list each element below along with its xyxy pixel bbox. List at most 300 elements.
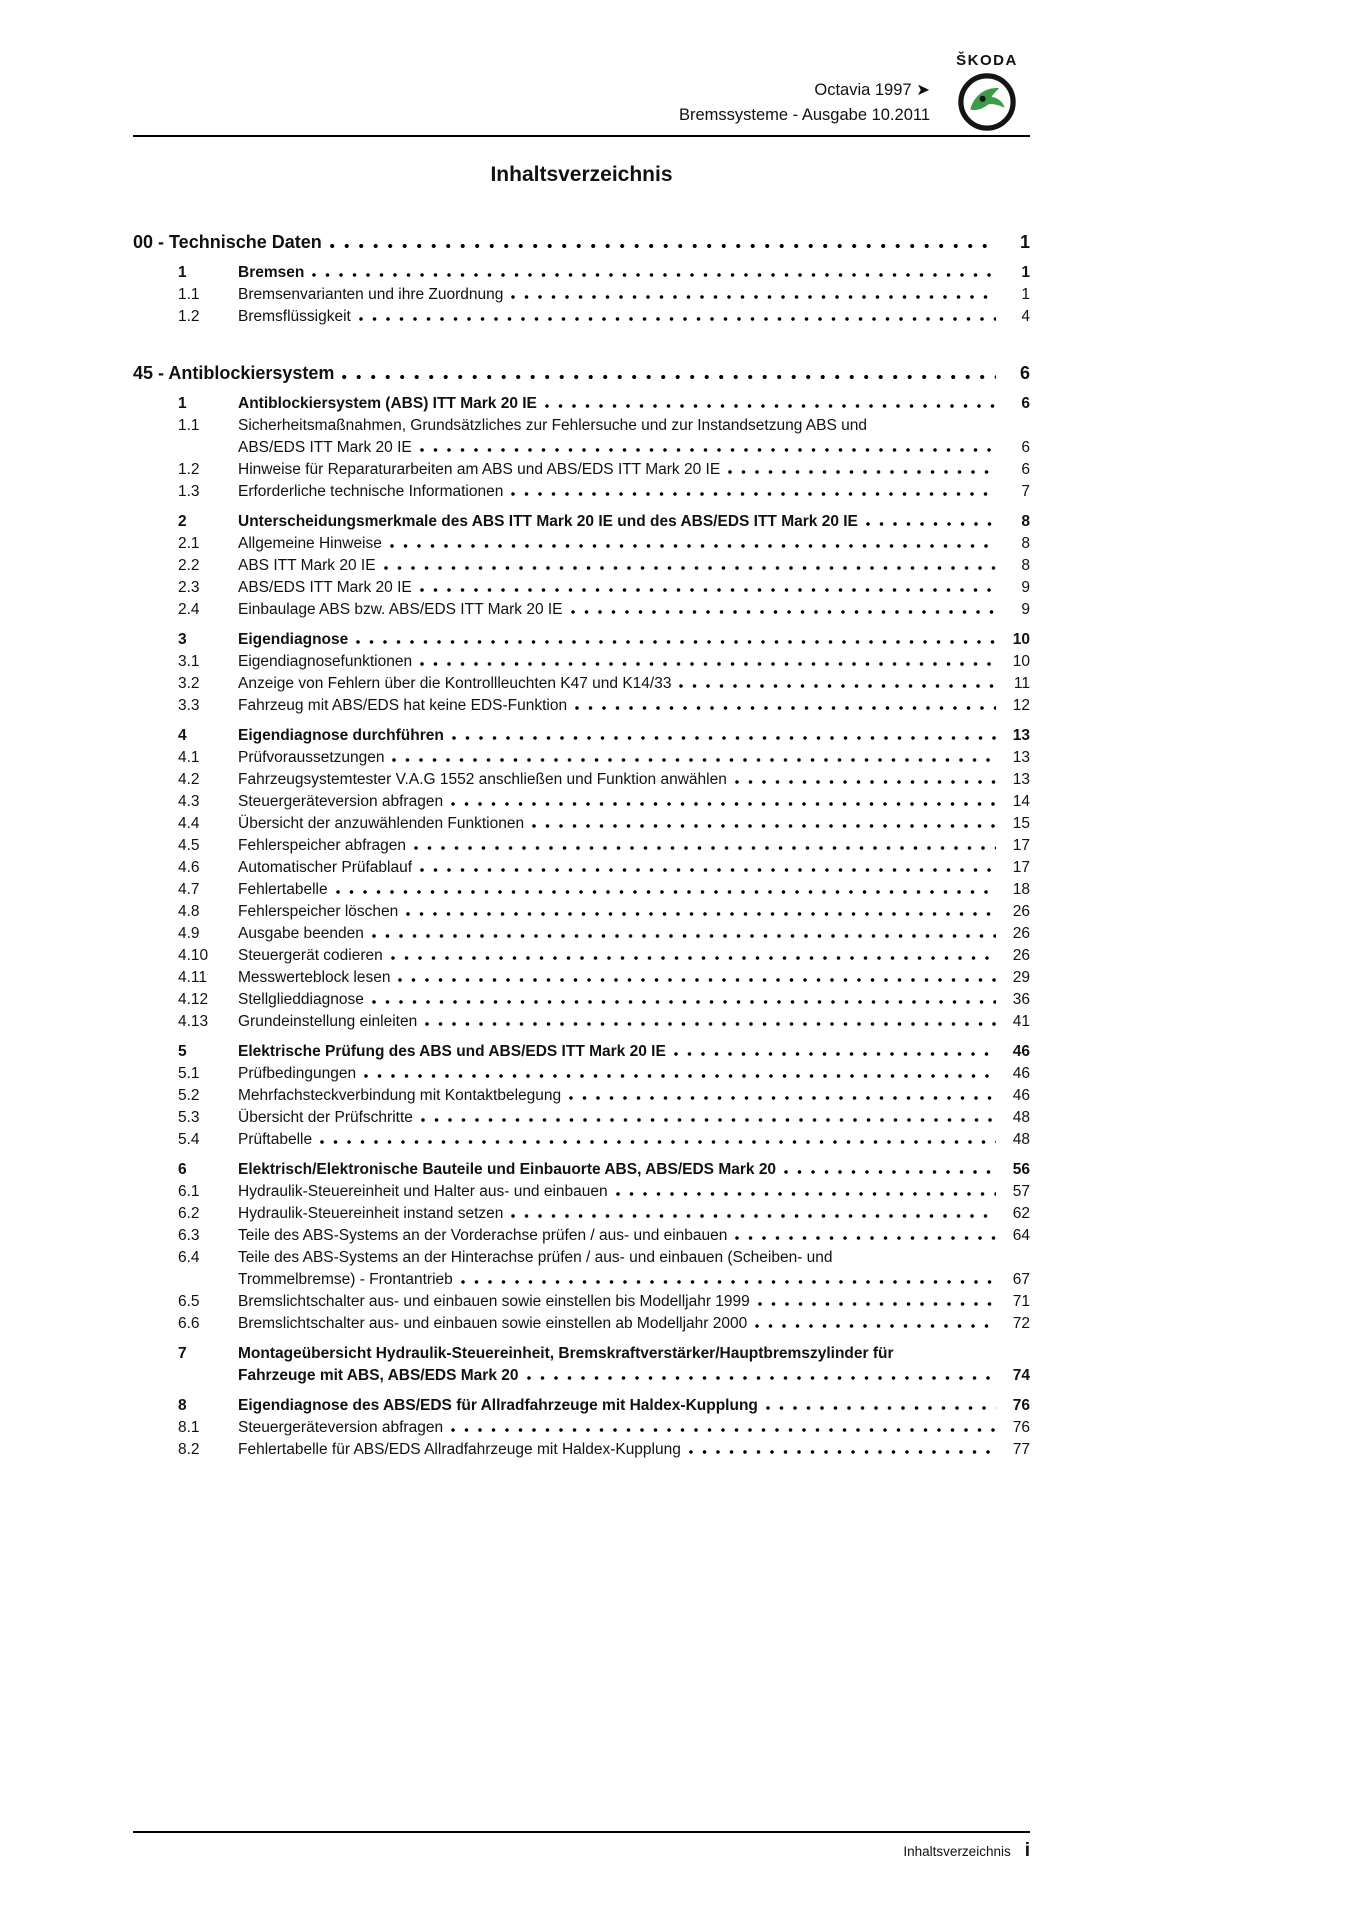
toc-entry-title: Fahrzeug mit ABS/EDS hat keine EDS-Funktion <box>238 697 568 714</box>
toc-entry-body <box>238 769 1030 791</box>
toc-entry-page-number: 26 <box>1012 947 1030 964</box>
toc-entry-page-number: 29 <box>1012 969 1030 986</box>
toc-entry-title: Prüfvoraussetzungen <box>238 749 385 766</box>
dot-leader <box>406 912 996 916</box>
toc-entry[interactable] <box>133 989 1030 1011</box>
toc-entry-title: Allgemeine Hinweise <box>238 535 382 552</box>
toc-entry-title: Fehlertabelle <box>238 881 328 898</box>
dot-leader <box>420 588 996 592</box>
toc-entry-body <box>238 989 1030 1011</box>
toc-entry-body <box>238 577 1030 599</box>
toc-entry-number: 8 <box>178 1397 187 1414</box>
toc-entry[interactable] <box>133 459 1030 481</box>
toc-entry-number: 3 <box>178 631 187 648</box>
toc-entry-title: Steuergeräteversion abfragen <box>238 793 444 810</box>
toc-entry-number: 4.3 <box>178 793 200 810</box>
toc-entry-body <box>238 1181 1030 1203</box>
toc-entry-title: Anzeige von Fehlern über die Kontrollleuchten K47 und K14/33 <box>238 675 672 692</box>
toc-entry-page-number: 11 <box>1013 675 1030 692</box>
dot-leader <box>336 890 996 894</box>
toc-entry-number: 3.2 <box>178 675 200 692</box>
toc-entry[interactable] <box>133 725 1030 747</box>
dot-leader <box>569 1096 996 1100</box>
toc-entry-number: 2 <box>178 513 187 530</box>
toc-entry-body <box>238 306 1030 328</box>
toc-entry-body <box>238 284 1030 306</box>
toc-entry-number: 4.10 <box>178 947 209 964</box>
toc-entry-title: Fehlerspeicher abfragen <box>238 837 407 854</box>
dot-leader <box>320 1140 996 1144</box>
toc-entry[interactable] <box>133 533 1030 555</box>
toc-entry-number: 5 <box>178 1043 187 1060</box>
toc-entry-page-number: 76 <box>1012 1397 1030 1414</box>
toc-entry-title: Unterscheidungsmerkmale des ABS ITT Mark 20 IE und des ABS/EDS ITT Mark 20 IE <box>238 513 858 530</box>
toc-entry[interactable] <box>133 857 1030 879</box>
toc-entry[interactable] <box>133 555 1030 577</box>
toc-entry-title: Trommelbremse) - Frontantrieb <box>238 1271 453 1288</box>
toc-entry-page-number: 18 <box>1012 881 1030 898</box>
toc-entry-page-number: 12 <box>1012 697 1030 714</box>
toc-entry[interactable] <box>133 835 1030 857</box>
toc-entry-body <box>238 901 1030 923</box>
dot-leader <box>392 758 996 762</box>
toc-entry-title: Stellglieddiagnose <box>238 991 364 1008</box>
toc-entry-page-number: 62 <box>1012 1205 1030 1222</box>
toc-section-title: 45 - Antiblockiersystem <box>133 363 335 383</box>
toc-entry[interactable] <box>133 1063 1030 1085</box>
toc-entry-number: 1.2 <box>178 308 200 325</box>
page-title: Inhaltsverzeichnis <box>490 163 673 186</box>
dot-leader <box>766 1406 996 1410</box>
toc-entry-body <box>238 1085 1030 1107</box>
dot-leader <box>414 846 996 850</box>
toc-entry-page-number: 71 <box>1012 1293 1030 1310</box>
toc-entry-body <box>238 1439 1030 1461</box>
dot-leader <box>451 802 996 806</box>
dot-leader <box>571 610 996 614</box>
toc-entry-page-number: 46 <box>1012 1043 1030 1060</box>
toc-entry-page-number: 41 <box>1012 1013 1030 1030</box>
toc-entry-body <box>238 1313 1030 1335</box>
toc-entry[interactable] <box>133 967 1030 989</box>
toc-entry-body <box>238 1011 1030 1033</box>
toc-entry[interactable] <box>133 695 1030 717</box>
toc-entry-title: Bremslichtschalter aus- und einbauen sowie einstellen ab Modelljahr 2000 <box>238 1315 748 1332</box>
toc-entry-title: Hydraulik-Steuereinheit instand setzen <box>238 1205 504 1222</box>
toc-entry-body <box>238 857 1030 879</box>
toc-entry-body <box>238 923 1030 945</box>
toc-entry-title: Eigendiagnosefunktionen <box>238 653 413 670</box>
toc-entry-body <box>238 695 1030 717</box>
toc-entry-text-line: Teile des ABS-Systems an der Hinterachse prüfen / aus- und einbauen (Scheiben- und <box>238 1249 833 1266</box>
toc-entry-number: 2.2 <box>178 557 200 574</box>
toc-entry-title: Übersicht der Prüfschritte <box>238 1109 413 1126</box>
toc-entry[interactable] <box>133 769 1030 791</box>
toc-entry-number: 4 <box>178 727 187 744</box>
toc-entry-page-number: 8 <box>1021 513 1030 530</box>
toc-entry-number: 6.3 <box>178 1227 200 1244</box>
toc-entry-number: 4.5 <box>178 837 200 854</box>
toc-entry-body <box>238 599 1030 621</box>
toc-entry-body <box>238 879 1030 901</box>
toc-entry-page-number: 48 <box>1012 1131 1030 1148</box>
toc-entry-body <box>238 415 1030 459</box>
dot-leader <box>420 448 996 452</box>
toc-entry-title: Fahrzeuge mit ABS, ABS/EDS Mark 20 <box>238 1367 519 1384</box>
toc-entry-title: ABS/EDS ITT Mark 20 IE <box>238 439 412 456</box>
dot-leader <box>452 736 996 740</box>
toc-entry-body <box>238 1063 1030 1085</box>
dot-leader <box>421 1118 996 1122</box>
toc-entry-body <box>238 511 1030 533</box>
toc-entry-body <box>238 673 1030 695</box>
dot-leader <box>674 1052 996 1056</box>
toc-entry[interactable] <box>133 1107 1030 1129</box>
toc-entry-number: 1 <box>178 264 187 281</box>
toc-entry-body <box>238 1395 1030 1417</box>
toc-entry-title: Bremsflüssigkeit <box>238 308 351 325</box>
toc-entry-number: 1.1 <box>178 286 200 303</box>
toc-entry[interactable] <box>133 1085 1030 1107</box>
dot-leader <box>527 1376 996 1380</box>
toc-entry-number: 1.1 <box>178 417 200 434</box>
toc-entry-page-number: 13 <box>1012 771 1030 788</box>
toc-entry-title: Eigendiagnose des ABS/EDS für Allradfahrzeuge mit Haldex-Kupplung <box>238 1397 758 1414</box>
dot-leader <box>511 1214 996 1218</box>
toc-entry-body <box>238 651 1030 673</box>
toc-entry[interactable] <box>133 629 1030 651</box>
toc-entry-page-number: 57 <box>1012 1183 1030 1200</box>
toc-entry-number: 5.2 <box>178 1087 200 1104</box>
dot-leader <box>735 780 996 784</box>
toc-entry-number: 2.1 <box>178 535 200 552</box>
toc-entry-page-number: 17 <box>1012 837 1030 854</box>
toc-entry-body <box>238 1247 1030 1291</box>
toc-entry[interactable] <box>133 901 1030 923</box>
toc-entry-number: 4.11 <box>178 969 208 986</box>
toc-entry-page-number: 14 <box>1012 793 1030 810</box>
toc-entry-body <box>238 629 1030 651</box>
header-doc-line: Bremssysteme - Ausgabe 10.2011 <box>679 106 930 124</box>
toc-entry-number: 1 <box>178 395 187 412</box>
toc-entry-body <box>238 459 1030 481</box>
dot-leader <box>372 934 996 938</box>
toc-entry-page-number: 8 <box>1021 535 1030 552</box>
toc-entry[interactable] <box>133 673 1030 695</box>
toc-entry[interactable] <box>133 1225 1030 1247</box>
toc-entry-title: Steuergerät codieren <box>238 947 383 964</box>
toc-entry-number: 1.2 <box>178 461 200 478</box>
toc-entry-page-number: 46 <box>1012 1087 1030 1104</box>
toc-entry-title: Ausgabe beenden <box>238 925 364 942</box>
toc-entry[interactable] <box>133 1439 1030 1461</box>
toc-entry[interactable] <box>133 1313 1030 1335</box>
toc-entry-page-number: 13 <box>1012 749 1030 766</box>
toc-entry[interactable] <box>133 1203 1030 1225</box>
toc-entry-text-line: Sicherheitsmaßnahmen, Grundsätzliches zur Fehlersuche und zur Instandsetzung ABS und <box>238 417 867 434</box>
dot-leader <box>390 544 996 548</box>
footer-divider <box>133 1831 1030 1833</box>
toc-entry-title: Grundeinstellung einleiten <box>238 1013 418 1030</box>
toc-entry-page-number: 17 <box>1012 859 1030 876</box>
toc-entry-title: Elektrisch/Elektronische Bauteile und Einbauorte ABS, ABS/EDS Mark 20 <box>238 1161 777 1178</box>
toc-entry-body <box>238 393 1030 415</box>
toc-entry-page-number: 7 <box>1021 483 1030 500</box>
dot-leader <box>758 1302 996 1306</box>
toc-entry-number: 6.1 <box>178 1183 200 1200</box>
toc-entry-title: Messwerteblock lesen <box>238 969 391 986</box>
dot-leader <box>451 1428 996 1432</box>
toc-entry-title: Hinweise für Reparaturarbeiten am ABS und ABS/EDS ITT Mark 20 IE <box>238 461 721 478</box>
toc-entry-number: 1.3 <box>178 483 200 500</box>
toc-entry[interactable] <box>133 393 1030 415</box>
dot-leader <box>461 1280 996 1284</box>
toc-entry[interactable] <box>133 879 1030 901</box>
toc-entry-body <box>238 1291 1030 1313</box>
dot-leader <box>735 1236 996 1240</box>
toc-entry-page-number: 1 <box>1021 286 1030 303</box>
toc-entry-number: 5.1 <box>178 1065 200 1082</box>
toc-entry[interactable] <box>133 1159 1030 1181</box>
toc-entry-number: 8.1 <box>178 1419 200 1436</box>
dot-leader <box>398 978 996 982</box>
toc-entry-page-number: 72 <box>1012 1315 1030 1332</box>
toc-entry-body <box>238 1225 1030 1247</box>
toc-entry-body <box>238 791 1030 813</box>
toc-entry-number: 4.8 <box>178 903 200 920</box>
toc-entry-title: Eigendiagnose <box>238 631 349 648</box>
toc-entry-title: Bremsen <box>238 264 305 281</box>
toc-entry-number: 4.7 <box>178 881 200 898</box>
toc-entry-title: Automatischer Prüfablauf <box>238 859 413 876</box>
toc-entry-page-number: 10 <box>1012 653 1030 670</box>
toc-entry-body <box>238 813 1030 835</box>
toc-entry[interactable] <box>133 1041 1030 1063</box>
toc-entry[interactable] <box>133 1129 1030 1151</box>
toc-entry-page-number: 76 <box>1012 1419 1030 1436</box>
toc-entry-page-number: 46 <box>1012 1065 1030 1082</box>
toc-entry-number: 2.4 <box>178 601 200 618</box>
header-text-block <box>679 78 930 131</box>
header-model-line: Octavia 1997 ➤ <box>814 81 930 99</box>
toc-section-heading[interactable] <box>133 361 1030 385</box>
toc-entry-number: 2.3 <box>178 579 200 596</box>
toc-entry-page-number: 26 <box>1012 925 1030 942</box>
toc-entry-body <box>238 1343 1030 1387</box>
dot-leader <box>575 706 996 710</box>
toc-entry-body <box>238 1417 1030 1439</box>
toc-section-entries <box>133 262 1030 328</box>
footer-page-marker: i <box>1024 1840 1030 1861</box>
toc-entry-title: Eigendiagnose durchführen <box>238 727 444 744</box>
toc-entry-number: 4.1 <box>178 749 200 766</box>
dot-leader <box>689 1450 996 1454</box>
skoda-logo-eye <box>980 96 986 102</box>
toc-entry-title: Hydraulik-Steuereinheit und Halter aus- und einbauen <box>238 1183 608 1200</box>
toc-section-heading[interactable] <box>133 230 1030 254</box>
toc-entry-body <box>238 1107 1030 1129</box>
toc-entry-number: 6 <box>178 1161 187 1178</box>
toc-entry-title: Elektrische Prüfung des ABS und ABS/EDS ITT Mark 20 IE <box>238 1043 666 1060</box>
toc-entry-number: 3.1 <box>178 653 200 670</box>
toc-entry-page-number: 48 <box>1012 1109 1030 1126</box>
toc-entry-title: Prüftabelle <box>238 1131 313 1148</box>
skoda-logo-icon <box>958 73 1016 131</box>
toc-entry-page-number: 56 <box>1012 1161 1030 1178</box>
toc-entry-body <box>238 945 1030 967</box>
toc-entry[interactable] <box>133 262 1030 284</box>
toc-entry-page-number: 26 <box>1012 903 1030 920</box>
dot-leader <box>391 956 996 960</box>
toc-entry-body <box>238 262 1030 284</box>
toc-entry[interactable] <box>133 284 1030 306</box>
toc-entry-title: Einbaulage ABS bzw. ABS/EDS ITT Mark 20 IE <box>238 601 563 618</box>
footer-label: Inhaltsverzeichnis <box>903 1844 1011 1859</box>
toc-entry-page-number: 9 <box>1021 579 1030 596</box>
toc-section-page-number: 6 <box>1019 363 1030 383</box>
toc-entry[interactable] <box>133 511 1030 533</box>
toc-entry-title: Übersicht der anzuwählenden Funktionen <box>238 815 525 832</box>
toc-section-page-number: 1 <box>1019 232 1030 252</box>
dot-leader <box>364 1074 996 1078</box>
dot-leader <box>616 1192 996 1196</box>
toc-entry-text-line: Montageübersicht Hydraulik-Steuereinheit, Bremskraftverstärker/Hauptbremszylinder für <box>238 1345 894 1362</box>
dot-leader <box>866 522 996 526</box>
toc-section <box>133 361 1030 1461</box>
dot-leader <box>372 1000 996 1004</box>
toc-entry-page-number: 6 <box>1021 395 1030 412</box>
toc-entry-page-number: 1 <box>1021 264 1030 281</box>
toc-section-entries <box>133 393 1030 1461</box>
toc-entry-number: 6.6 <box>178 1315 200 1332</box>
toc-entry-body <box>238 1129 1030 1151</box>
toc-entry-body <box>238 533 1030 555</box>
toc-entry-page-number: 36 <box>1012 991 1030 1008</box>
dot-leader <box>755 1324 996 1328</box>
toc-entry-body <box>238 555 1030 577</box>
toc-entry[interactable] <box>133 599 1030 621</box>
toc-entry[interactable] <box>133 747 1030 769</box>
dot-leader <box>425 1022 996 1026</box>
dot-leader <box>511 295 996 299</box>
toc-entry-page-number: 64 <box>1012 1227 1030 1244</box>
toc-entry-title: Fehlerspeicher löschen <box>238 903 399 920</box>
toc-entry-number: 6.4 <box>178 1249 200 1266</box>
toc-entry-title: Teile des ABS-Systems an der Vorderachse prüfen / aus- und einbauen <box>238 1227 728 1244</box>
toc-entry-number: 3.3 <box>178 697 200 714</box>
toc-entry-page-number: 8 <box>1021 557 1030 574</box>
dot-leader <box>342 375 996 380</box>
toc-entry[interactable] <box>133 651 1030 673</box>
toc-section <box>133 230 1030 328</box>
toc-entry[interactable] <box>133 945 1030 967</box>
toc-entry[interactable] <box>133 1247 1030 1291</box>
toc-entry-number: 4.4 <box>178 815 200 832</box>
dot-leader <box>359 317 996 321</box>
dot-leader <box>679 684 996 688</box>
toc-entry[interactable] <box>133 923 1030 945</box>
toc <box>133 197 1030 1461</box>
header-divider <box>133 135 1030 137</box>
dot-leader <box>330 244 996 249</box>
toc-entry-number: 8.2 <box>178 1441 200 1458</box>
toc-entry-number: 7 <box>178 1345 187 1362</box>
toc-entry[interactable] <box>133 1291 1030 1313</box>
toc-entry-body <box>238 1041 1030 1063</box>
toc-entry-title: ABS ITT Mark 20 IE <box>238 557 376 574</box>
toc-entry-title: Mehrfachsteckverbindung mit Kontaktbelegung <box>238 1087 562 1104</box>
toc-entry-number: 6.5 <box>178 1293 200 1310</box>
dot-leader <box>312 273 996 277</box>
dot-leader <box>511 492 996 496</box>
dot-leader <box>784 1170 996 1174</box>
toc-entry-number: 6.2 <box>178 1205 200 1222</box>
toc-entry-page-number: 4 <box>1021 308 1030 325</box>
toc-entry-body <box>238 725 1030 747</box>
toc-entry-body <box>238 835 1030 857</box>
toc-entry-page-number: 13 <box>1012 727 1030 744</box>
toc-entry[interactable] <box>133 306 1030 328</box>
toc-entry-page-number: 74 <box>1012 1367 1030 1384</box>
toc-entry-page-number: 6 <box>1021 439 1030 456</box>
toc-entry[interactable] <box>133 1343 1030 1387</box>
toc-entry-title: Bremslichtschalter aus- und einbauen sowie einstellen bis Modelljahr 1999 <box>238 1293 750 1310</box>
toc-entry[interactable] <box>133 481 1030 503</box>
toc-entry-title: Bremsenvarianten und ihre Zuordnung <box>238 286 504 303</box>
skoda-wordmark: ŠKODA <box>956 52 1018 69</box>
toc-entry-page-number: 15 <box>1012 815 1030 832</box>
toc-entry-body <box>238 967 1030 989</box>
dot-leader <box>420 868 996 872</box>
toc-entry[interactable] <box>133 1417 1030 1439</box>
document-footer <box>133 1840 1030 1862</box>
toc-entry[interactable] <box>133 1011 1030 1033</box>
toc-entry[interactable] <box>133 813 1030 835</box>
toc-entry[interactable] <box>133 1395 1030 1417</box>
toc-entry[interactable] <box>133 577 1030 599</box>
skoda-brand-block <box>944 52 1030 131</box>
dot-leader <box>728 470 996 474</box>
toc-entry-number: 4.13 <box>178 1013 209 1030</box>
toc-entry-body <box>238 747 1030 769</box>
dot-leader <box>545 404 996 408</box>
toc-entry-body <box>238 1203 1030 1225</box>
toc-entry-page-number: 6 <box>1021 461 1030 478</box>
toc-entry-page-number: 77 <box>1012 1441 1030 1458</box>
toc-entry-page-number: 10 <box>1012 631 1030 648</box>
toc-entry[interactable] <box>133 1181 1030 1203</box>
toc-entry-page-number: 67 <box>1012 1271 1030 1288</box>
toc-entry-title: Antiblockiersystem (ABS) ITT Mark 20 IE <box>238 395 537 412</box>
toc-entry-body <box>238 1159 1030 1181</box>
toc-entry[interactable] <box>133 415 1030 459</box>
toc-entry-title: Steuergeräteversion abfragen <box>238 1419 444 1436</box>
toc-entry-number: 4.2 <box>178 771 200 788</box>
toc-entry-body <box>238 481 1030 503</box>
toc-entry-number: 4.6 <box>178 859 200 876</box>
dot-leader <box>532 824 996 828</box>
toc-entry-number: 4.12 <box>178 991 209 1008</box>
toc-entry-number: 5.4 <box>178 1131 200 1148</box>
dot-leader <box>384 566 996 570</box>
toc-entry-title: Fahrzeugsystemtester V.A.G 1552 anschließen und Funktion anwählen <box>238 771 727 788</box>
toc-entry-number: 5.3 <box>178 1109 200 1126</box>
toc-entry-page-number: 9 <box>1021 601 1030 618</box>
toc-entry-title: Fehlertabelle für ABS/EDS Allradfahrzeuge mit Haldex-Kupplung <box>238 1441 681 1458</box>
toc-entry[interactable] <box>133 791 1030 813</box>
dot-leader <box>420 662 996 666</box>
dot-leader <box>356 640 996 644</box>
